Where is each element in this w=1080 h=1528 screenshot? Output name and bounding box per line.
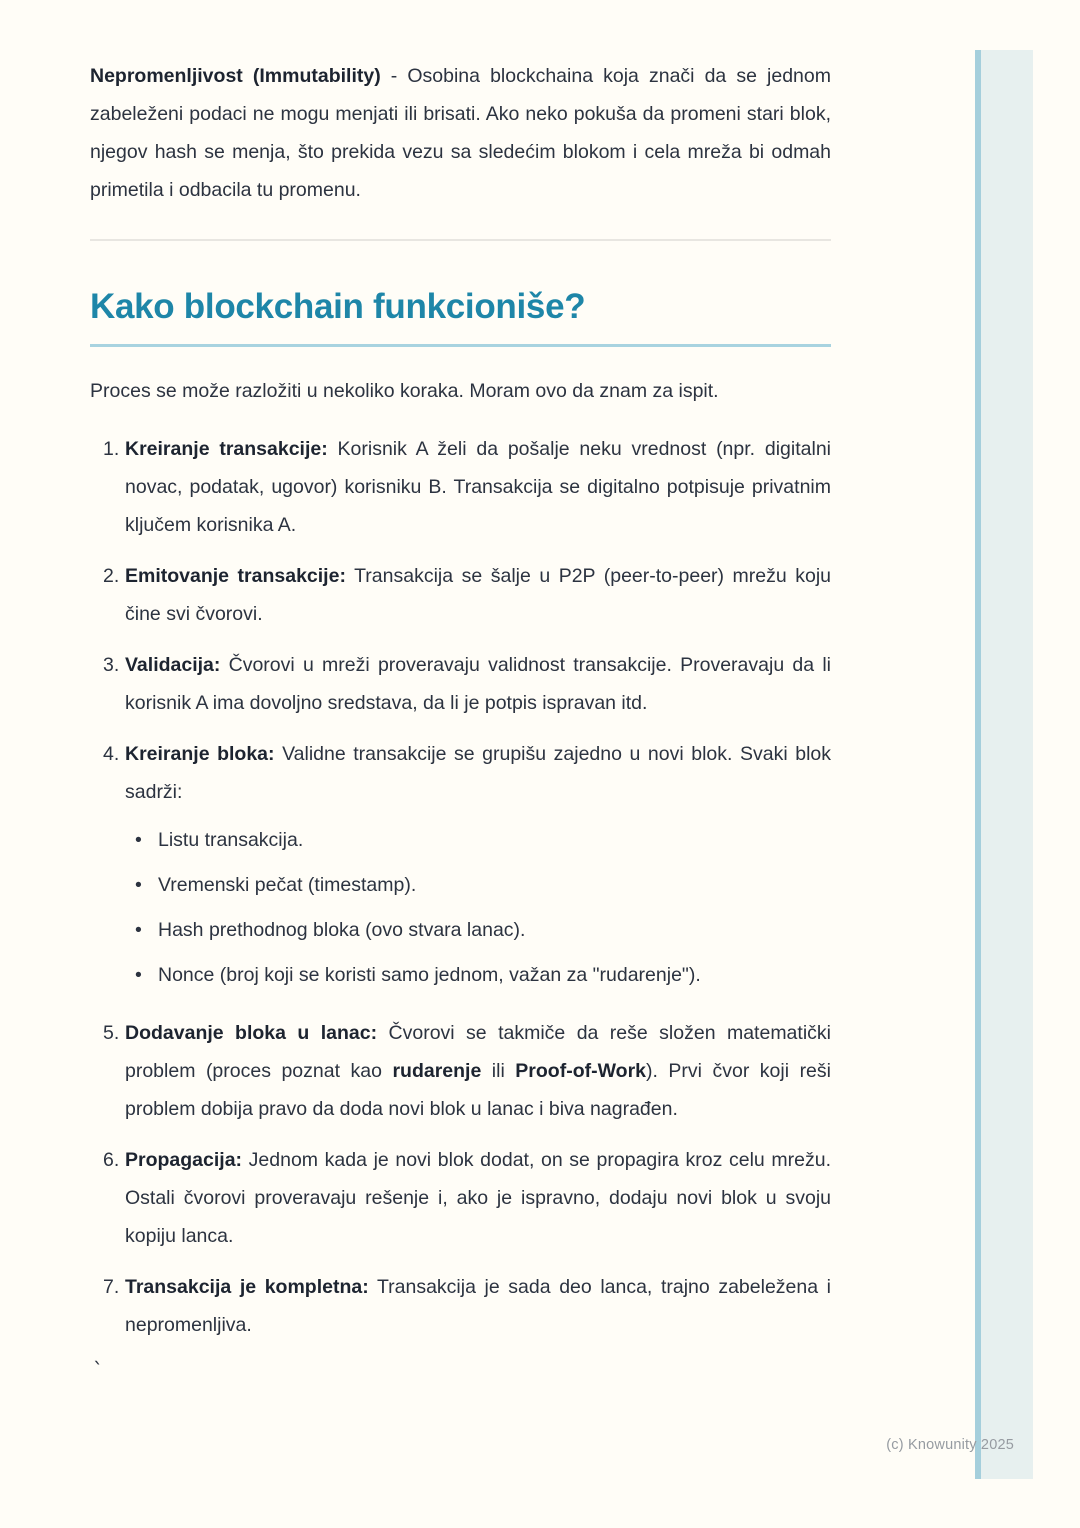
step-number: 3. — [103, 654, 120, 676]
step-number: 6. — [103, 1149, 120, 1171]
accent-panel — [981, 50, 1033, 1479]
step-number: 1. — [103, 438, 120, 460]
step-item — [90, 646, 831, 722]
step-lead: Kreiranje bloka: — [125, 743, 275, 765]
step-segment: ili — [481, 1060, 516, 1082]
step-number: 7. — [103, 1276, 120, 1298]
step-lead: Validacija: — [125, 654, 221, 676]
step-text — [125, 1141, 831, 1255]
intro-term: Nepromenljivost (Immutability) — [90, 65, 381, 87]
step-item — [90, 1268, 831, 1344]
step-segment: Validne transakcije se grupišu zajedno u novi blok. Svaki blok sadrži: — [125, 743, 832, 803]
step-segment: Transakcija se šalje u P2P (peer-to-peer) mrežu koju čine svi čvorovi. — [125, 565, 832, 625]
intro-text: - Osobina blockchaina koja znači da se jednom zabeleženi podaci ne mogu menjati ili brisati. Ako neko pokuša da promeni stari blok, njegov hash se menja, što prekida vezu sa sledećim blokom i cela mreža bi odmah primetila i odbacila tu promenu. — [90, 65, 831, 201]
step-text — [125, 646, 831, 722]
bullet-item: • Vremenski pečat (timestamp). — [125, 866, 831, 904]
bullet-item: • Nonce (broj koji se koristi samo jednom, važan za "rudarenje"). — [125, 956, 831, 994]
bullet-item: • Hash prethodnog bloka (ovo stvara lanac). — [125, 911, 831, 949]
step-number: 5. — [103, 1022, 120, 1044]
step-bold-term: Proof-of-Work — [515, 1060, 646, 1082]
step-lead: Transakcija je kompletna: — [125, 1276, 369, 1298]
step-lead: Emitovanje transakcije: — [125, 565, 346, 587]
step-text — [125, 735, 831, 1001]
block-contents-list — [125, 821, 831, 994]
step-number: 2. — [103, 565, 120, 587]
page-title: Kako blockchain funkcioniše? — [90, 287, 586, 326]
bullet-item: • Listu transakcija. — [125, 821, 831, 859]
step-segment: Jednom kada je novi blok dodat, on se propagira kroz celu mrežu. Ostali čvorovi proveravaju rešenje i, ako je ispravno, dodaju novi blok u svoju kopiju lanca. — [125, 1149, 831, 1247]
right-accent-bar — [975, 50, 1033, 1479]
step-number: 4. — [103, 743, 120, 765]
lead-paragraph: Proces se može razložiti u nekoliko koraka. Moram ovo da znam za ispit. — [90, 380, 719, 402]
step-text — [125, 1014, 831, 1128]
step-text — [125, 557, 831, 633]
step-lead: Dodavanje bloka u lanac: — [125, 1022, 378, 1044]
page-content — [90, 57, 831, 1357]
step-segment: ). Prvi čvor koji reši problem dobija pravo da doda novi blok u lanac i biva nagrađen. — [125, 1060, 831, 1120]
step-lead: Kreiranje transakcije: — [125, 438, 328, 460]
step-item — [90, 430, 831, 544]
step-segment: Korisnik A želi da pošalje neku vrednost (npr. digitalni novac, podatak, ugovor) korisniku B. Transakcija se digitalno potpisuje privatnim ključem korisnika A. — [125, 438, 832, 536]
section-divider — [90, 239, 831, 241]
step-item — [90, 735, 831, 1001]
title-underline — [90, 344, 831, 347]
steps-list — [90, 430, 831, 1344]
step-segment: Transakcija je sada deo lanca, trajno zabeležena i nepromenljiva. — [125, 1276, 831, 1336]
step-segment: Čvorovi u mreži proveravaju validnost transakcije. Proveravaju da li korisnik A ima dovoljno sredstava, da li je potpis ispravan itd. — [125, 654, 831, 714]
step-lead: Propagacija: — [125, 1149, 243, 1171]
step-segment: Čvorovi se takmiče da reše složen matematički problem (proces poznat kao — [125, 1022, 831, 1082]
step-item — [90, 1014, 831, 1128]
intro-paragraph — [90, 57, 831, 209]
step-text — [125, 1268, 831, 1344]
step-item — [90, 557, 831, 633]
step-text — [125, 430, 831, 544]
step-item — [90, 1141, 831, 1255]
step-bold-term: rudarenje — [392, 1060, 482, 1082]
copyright-footer: (c) Knowunity 2025 — [886, 1437, 1014, 1453]
stray-backtick: ` — [92, 1358, 105, 1382]
